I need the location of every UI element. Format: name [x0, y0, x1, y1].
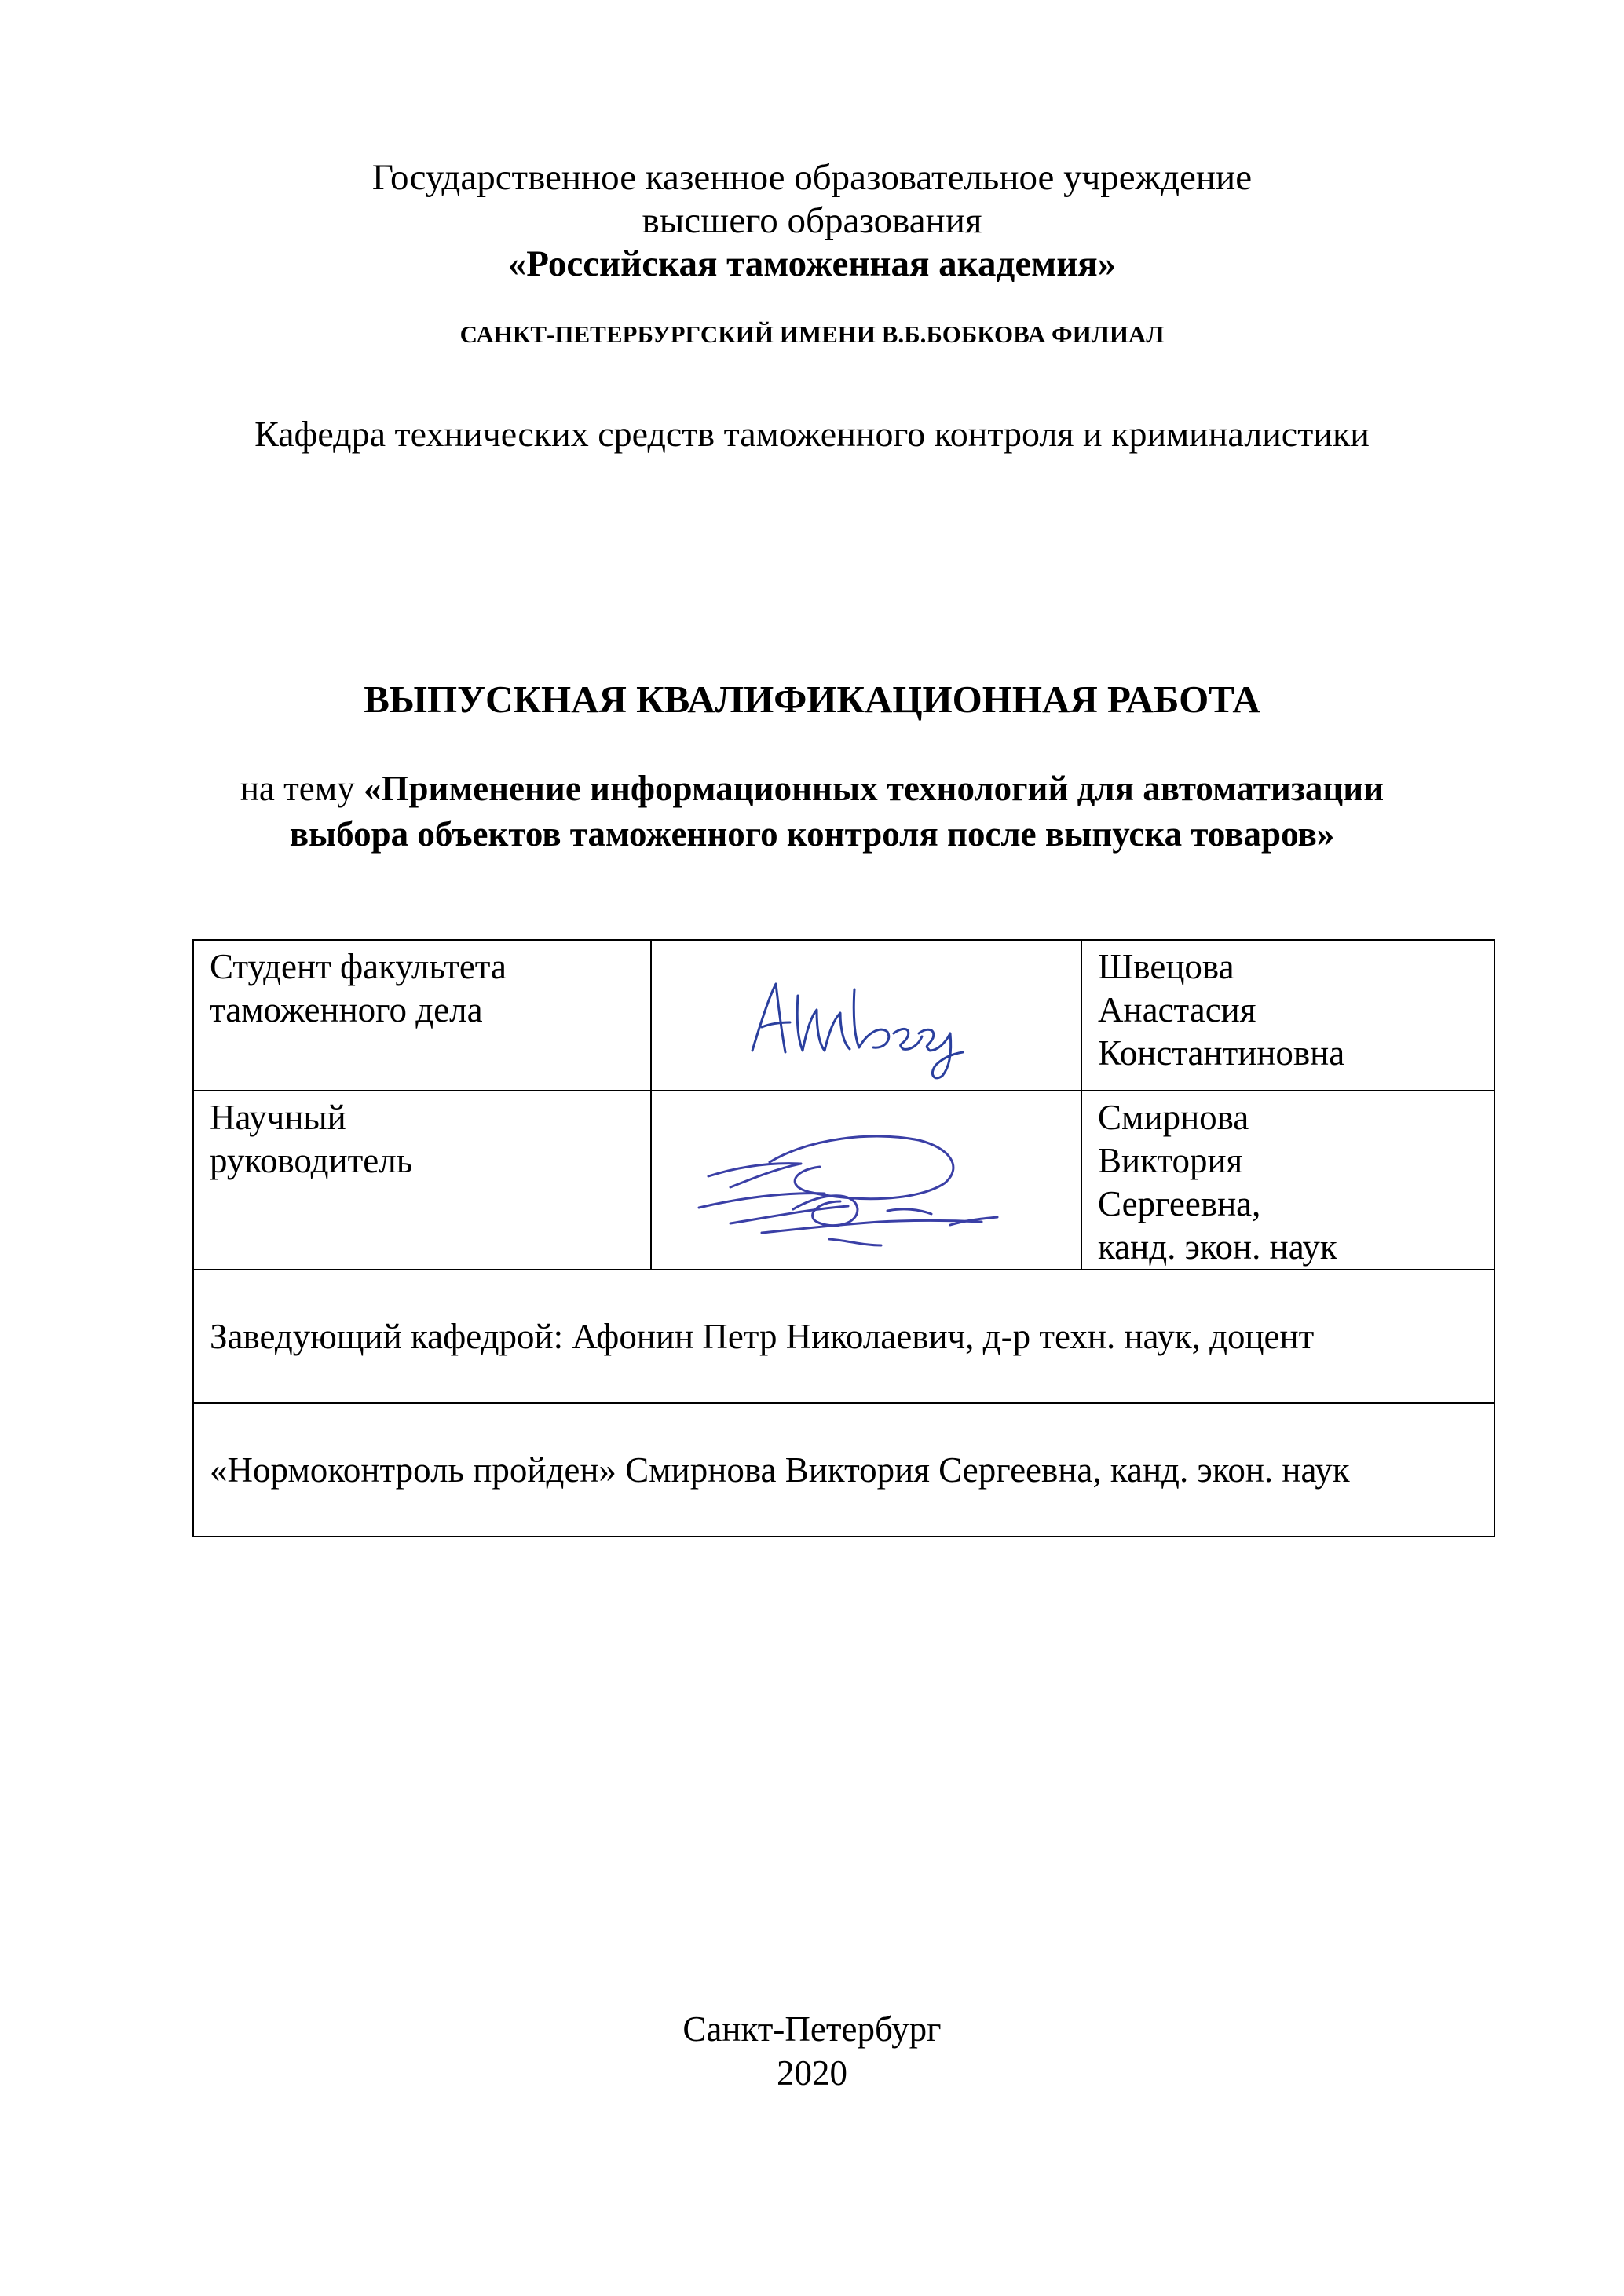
- table-row-norm-control: [193, 1403, 1494, 1537]
- student-name-cell: [1081, 940, 1494, 1091]
- topic-line-1: [0, 771, 1624, 806]
- topic-title-part-1: «Применение информационных технологий для автоматизации: [364, 769, 1384, 808]
- student-role: Студент факультета таможенного дела: [210, 947, 507, 1029]
- supervisor-role-cell: [193, 1091, 651, 1270]
- topic-prefix: на тему: [240, 769, 364, 808]
- head-of-department: Заведующий кафедрой: Афонин Петр Николаевич, д-р техн. наук, доцент: [210, 1316, 1315, 1356]
- table-row-supervisor: [193, 1091, 1494, 1270]
- department-name: Кафедра технических средств таможенного контроля и криминалистики: [254, 414, 1370, 454]
- student-signature-image: [652, 941, 1082, 1090]
- supervisor-role: Научный руководитель: [210, 1098, 413, 1180]
- supervisor-signature-image: [652, 1091, 1082, 1266]
- student-name: Швецова Анастасия Константиновна: [1098, 947, 1345, 1073]
- supervisor-signature-cell: [651, 1091, 1081, 1270]
- topic-line-2: выбора объектов таможенного контроля после выпуска товаров»: [289, 814, 1335, 854]
- table-row-student: [193, 940, 1494, 1091]
- signature-table: [192, 939, 1495, 1537]
- norm-control-cell: [193, 1403, 1494, 1537]
- student-signature-cell: [651, 940, 1081, 1091]
- document-type-title: ВЫПУСКНАЯ КВАЛИФИКАЦИОННАЯ РАБОТА: [364, 678, 1260, 721]
- org-line-2: высшего образования: [642, 200, 982, 241]
- city: Санкт-Петербург: [682, 2009, 942, 2049]
- branch-name: САНКТ-ПЕТЕРБУРГСКИЙ ИМЕНИ В.Б.БОБКОВА ФИЛИАЛ: [459, 320, 1165, 348]
- head-of-department-cell: [193, 1270, 1494, 1403]
- org-line-1: Государственное казенное образовательное учреждение: [371, 157, 1253, 198]
- student-role-cell: [193, 940, 651, 1091]
- supervisor-name-cell: [1081, 1091, 1494, 1270]
- org-name: «Российская таможенная академия»: [507, 243, 1117, 284]
- table-row-head-of-department: [193, 1270, 1494, 1403]
- norm-control: «Нормоконтроль пройден» Смирнова Виктория Сергеевна, канд. экон. наук: [210, 1450, 1350, 1490]
- year: 2020: [777, 2053, 847, 2093]
- supervisor-name: Смирнова Виктория Сергеевна, канд. экон. наук: [1098, 1098, 1337, 1267]
